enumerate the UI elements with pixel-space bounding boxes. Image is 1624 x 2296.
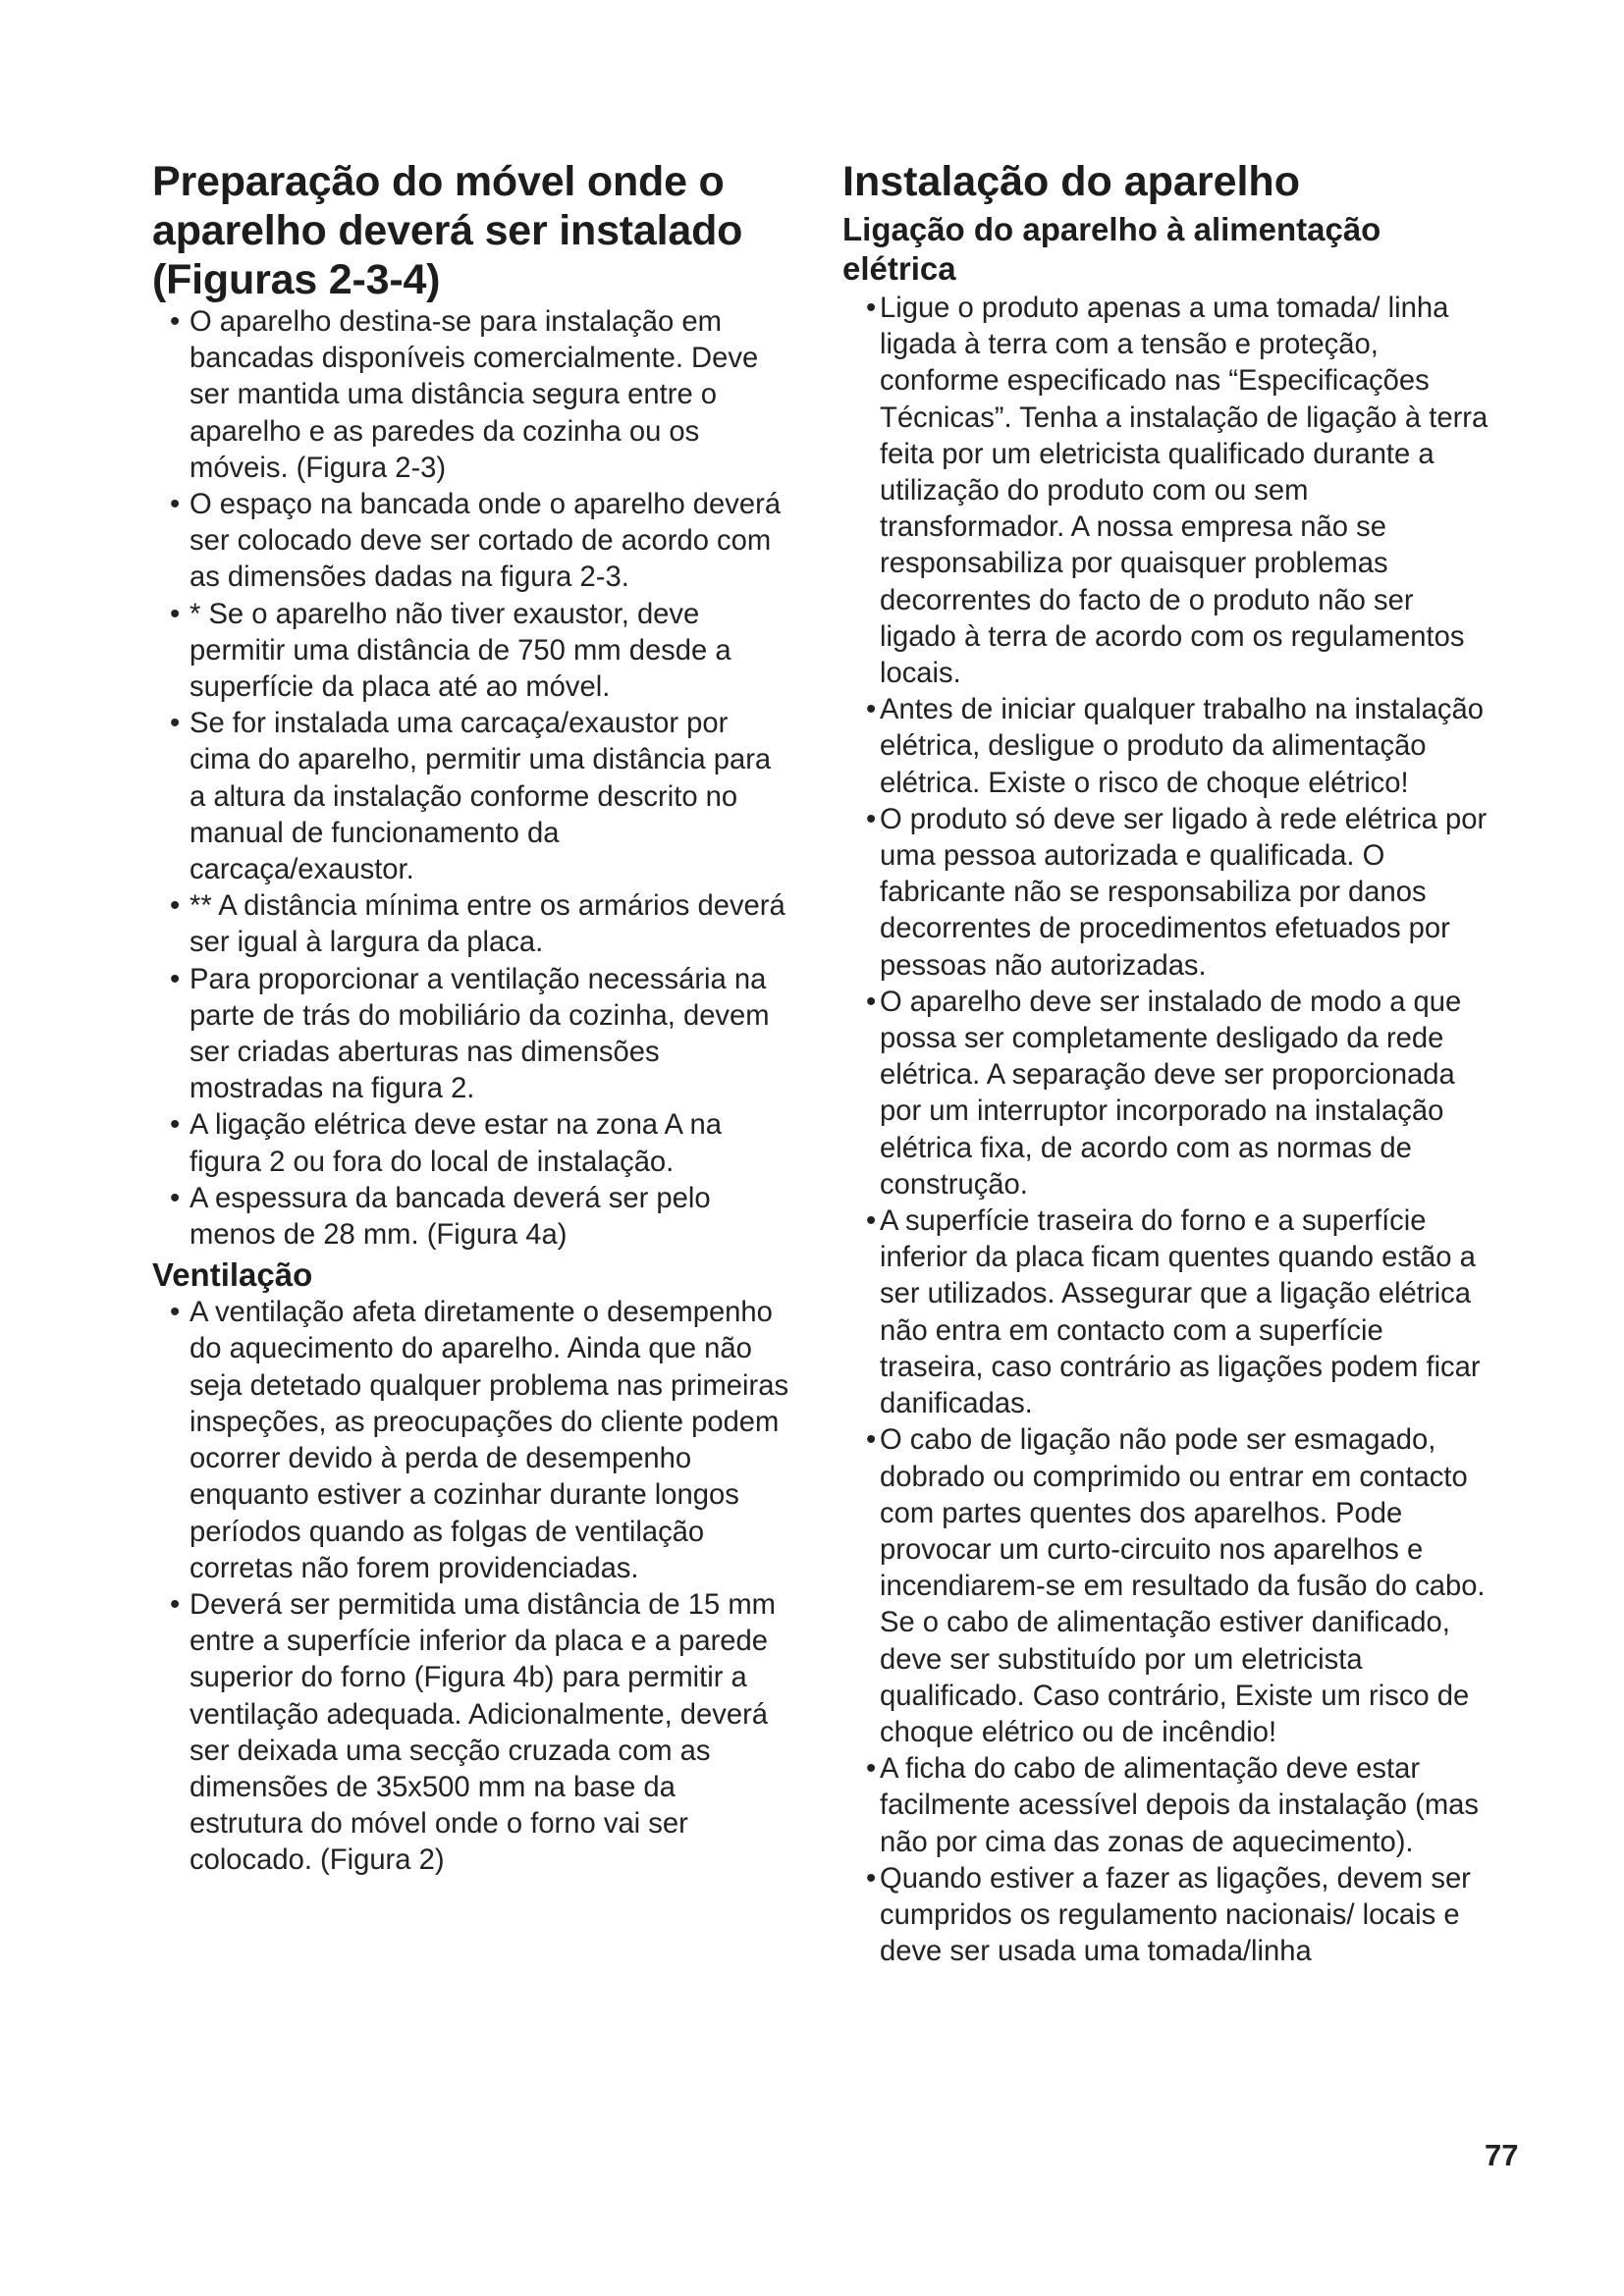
ventilation-list: [152, 1295, 790, 1879]
right-column: [842, 157, 1490, 1970]
list-item: • Deverá ser permitida uma distância de 15 mm entre a superfície inferior da placa e a parede superior do forno (Figura 4b) para permitir a ventilação adequada. Adicionalmente, deverá ser deixada uma secção cruzada com as dimensões de 35x500 mm na base da estrutura do móvel onde o forno vai ser colocado. (Figura 2): [170, 1588, 776, 1877]
section-title-installation: Instalação do aparelho: [842, 158, 1300, 205]
section-title-furniture-preparation: Preparação do móvel onde o aparelho deverá ser instalado (Figuras 2-3-4): [152, 158, 743, 303]
list-item: • Quando estiver a fazer as ligações, devem ser cumpridos os regulamento nacionais/ locais e deve ser usada uma tomada/linha: [866, 1862, 1471, 1968]
subsection-title-electrical-connection: Ligação do aparelho à alimentação elétrica: [842, 211, 1381, 287]
page-number: 77: [1485, 2138, 1519, 2172]
list-item: • A ventilação afeta diretamente o desempenho do aquecimento do aparelho. Ainda que não seja detetado qualquer problema nas primeiras inspeções, as preocupações do cliente podem ocorrer devido à perda de desempenho enquanto estiver a cozinhar durante longos períodos quando as folgas de ventilação corretas não forem providenciadas.: [170, 1297, 789, 1584]
list-item: • Ligue o produto apenas a uma tomada/ linha ligada à terra com a tensão e proteção, conforme especificado nas “Especificações Técnicas”. Tenha a instalação de ligação à terra feita por um eletricista qualificado durante a utilização do produto com ou sem transformador. A nossa empresa não se responsabiliza por quaisquer problemas decorrentes do facto de o produto não ser ligado à terra de acordo com os regulamentos locais.: [866, 293, 1489, 690]
list-item: • A ficha do cabo de alimentação deve estar facilmente acessível depois da instalação (mas não por cima das zonas de aquecimento).: [866, 1753, 1480, 1858]
list-item: • ** A distância mínima entre os armários deverá ser igual à largura da placa.: [170, 890, 785, 959]
list-item: • O espaço na bancada onde o aparelho deverá ser colocado deve ser cortado de acordo com as dimensões dadas na figura 2-3.: [170, 489, 782, 594]
list-item: • Para proporcionar a ventilação necessária na parte de trás do mobiliário da cozinha, devem ser criadas aberturas nas dimensões mostradas na figura 2.: [170, 963, 770, 1105]
list-item: • O aparelho deve ser instalado de modo a que possa ser completamente desligado da rede elétrica. A separação deve ser proporcionada por um interruptor incorporado na instalação elétrica fixa, de acordo com as normas de construção.: [866, 986, 1462, 1201]
list-item: • A ligação elétrica deve estar na zona A na figura 2 ou fora do local de instalação.: [170, 1109, 722, 1178]
section-title-ventilation: Ventilação: [152, 1256, 313, 1294]
electrical-list: [842, 291, 1490, 1970]
list-item: • O cabo de ligação não pode ser esmagado, dobrado ou comprimido ou entrar em contacto com partes quentes dos aparelhos. Pode provocar um curto-circuito nos aparelhos e incendiarem-se em resultado da fusão do cabo. Se o cabo de alimentação estiver danificado, deve ser substituído por um eletricista qualificado. Caso contrário, Existe um risco de choque elétrico ou de incêndio!: [866, 1424, 1486, 1748]
list-item: • * Se o aparelho não tiver exaustor, deve permitir uma distância de 750 mm desde a superfície da placa até ao móvel.: [170, 598, 731, 704]
list-item: • O produto só deve ser ligado à rede elétrica por uma pessoa autorizada e qualificada. O fabricante não se responsabiliza por danos decorrentes de procedimentos efetuados por pessoas não autorizadas.: [866, 803, 1488, 982]
list-item: • Se for instalada uma carcaça/exaustor por cima do aparelho, permitir uma distância para a altura da instalação conforme descrito no manual de funcionamento da carcaça/exaustor.: [170, 708, 772, 886]
list-item: • A superfície traseira do forno e a superfície inferior da placa ficam quentes quando estão a ser utilizados. Assegurar que a ligação elétrica não entra em contacto com a superfície traseira, caso contrário as ligações podem ficar danificadas.: [866, 1205, 1481, 1420]
list-item: • Antes de iniciar qualquer trabalho na instalação elétrica, desligue o produto da alimentação elétrica. Existe o risco de choque elétrico!: [866, 694, 1484, 799]
list-item: • O aparelho destina-se para instalação em bancadas disponíveis comercialmente. Deve ser mantida uma distância segura entre o aparelho e as paredes da cozinha ou os móveis. (Figura 2-3): [170, 306, 759, 484]
list-item: • A espessura da bancada deverá ser pelo menos de 28 mm. (Figura 4a): [170, 1182, 711, 1252]
left-column: [152, 157, 790, 1880]
preparation-list: [152, 304, 790, 1254]
